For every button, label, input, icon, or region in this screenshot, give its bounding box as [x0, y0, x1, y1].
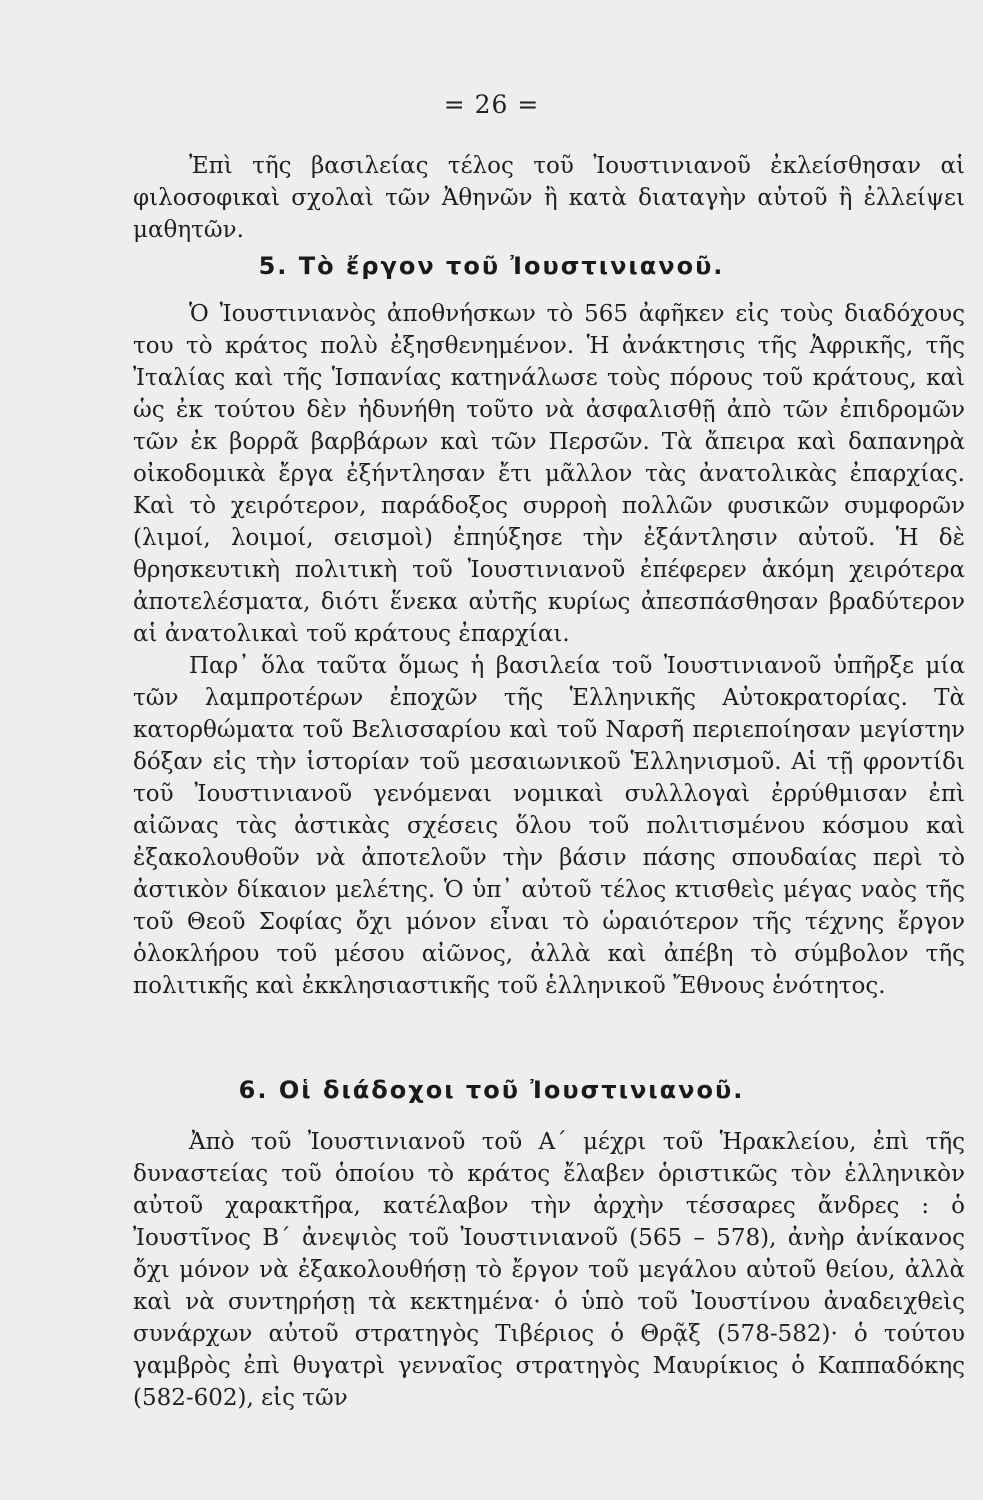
text-block-section-5 [133, 298, 965, 1002]
text-block-intro [133, 150, 965, 246]
paragraph-schools-closed: Ἐπὶ τῆς βασιλείας τέλος τοῦ Ἰουστινιανοῦ ἐκλείσθησαν αἱ φιλοσοφικαὶ σχολαὶ τῶν Ἀθηνῶν ἢ κατὰ διαταγὴν αὐτοῦ ἢ ἐλλείψει μαθητῶν. [133, 153, 965, 243]
page-number: = 26 = [443, 90, 540, 119]
section-heading-6: 6. Οἱ διάδοχοι τοῦ Ἰουστινιανοῦ. [238, 1076, 745, 1104]
text-block-section-6 [133, 1126, 965, 1414]
paragraph-weakened-state: Ὁ Ἰουστινιανὸς ἀποθνήσκων τὸ 565 ἀφῆκεν εἰς τοὺς διαδόχους του τὸ κράτος πολὺ ἐξησθενημένον. Ἡ ἀνάκτησις τῆς Ἀφρικῆς, τῆς Ἰταλίας καὶ τῆς Ἱσπανίας κατηνάλωσε τοὺς πόρους τοῦ κράτους, καὶ ὡς ἐκ τούτου δὲν ἠδυνήθη τοῦτο νὰ ἀσφαλισθῇ ἀπὸ τῶν ἐπιδρομῶν τῶν ἐκ βορρᾶ βαρβάρων καὶ τῶν Περσῶν. Τὰ ἄπειρα καὶ δαπανηρὰ οἰκοδομικὰ ἔργα ἐξήντλησαν ἔτι μᾶλλον τὰς ἀνατολικὰς ἐπαρχίας. Καὶ τὸ χειρότερον, παράδοξος συρροὴ πολλῶν φυσικῶν συμφορῶν (λιμοί, λοιμοί, σεισμοὶ) ἐπηύξησε τὴν ἐξάντλησιν αὐτοῦ. Ἡ δὲ θρησκευτικὴ πολιτικὴ τοῦ Ἰουστινιανοῦ ἐπέφερεν ἀκόμη χειρότερα ἀποτελέσματα, διότι ἕνεκα αὐτῆς κυρίως ἀπεσπάσθησαν βραδύτερον αἱ ἀνατολικαὶ τοῦ κράτους ἐπαρχίαι. [133, 301, 965, 647]
paragraph-successors: Ἀπὸ τοῦ Ἰουστινιανοῦ τοῦ Α´ μέχρι τοῦ Ἡρακλείου, ἐπὶ τῆς δυναστείας τοῦ ὁποίου τὸ κράτος ἔλαβεν ὁριστικῶς τὸν ἑλληνικὸν αὐτοῦ χαρακτῆρα, κατέλαβον τὴν ἀρχὴν τέσσαρες ἄνδρες : ὁ Ἰουστῖνος Β´ ἀνεψιὸς τοῦ Ἰουστινιανοῦ (565 – 578), ἀνὴρ ἀνίκανος ὄχι μόνον νὰ ἐξακολουθήσῃ τὸ ἔργον τοῦ μεγάλου αὐτοῦ θείου, ἀλλὰ καὶ νὰ συντηρήσῃ τὰ κεκτημένα· ὁ ὑπὸ τοῦ Ἰουστίνου ἀναδειχθεὶς συνάρχων αὐτοῦ στρατηγὸς Τιβέριος ὁ Θρᾷξ (578-582)· ὁ τούτου γαμβρὸς ἐπὶ θυγατρὶ γενναῖος στρατηγὸς Μαυρίκιος ὁ Καππαδόκης (582-602), εἰς τῶν [133, 1129, 965, 1411]
paragraph-glorious-reign: Παρ᾽ ὅλα ταῦτα ὅμως ἡ βασιλεία τοῦ Ἰουστινιανοῦ ὑπῆρξε μία τῶν λαμπροτέρων ἐποχῶν τῆς Ἑλληνικῆς Αὐτοκρατορίας. Τὰ κατορθώματα τοῦ Βελισσαρίου καὶ τοῦ Ναρσῆ περιεποίησαν μεγίστην δόξαν εἰς τὴν ἱστορίαν τοῦ μεσαιωνικοῦ Ἑλληνισμοῦ. Αἱ τῇ φροντίδι τοῦ Ἰουστινιανοῦ γενόμεναι νομικαὶ συλλλογαὶ ἐρρύθμισαν ἐπὶ αἰῶνας τὰς ἀστικὰς σχέσεις ὅλου τοῦ πολιτισμένου κόσμου καὶ ἐξακολουθοῦν νὰ ἀποτελοῦν τὴν βάσιν πάσης σπουδαίας περὶ τὸ ἀστικὸν δίκαιον μελέτης. Ὁ ὑπ᾽ αὐτοῦ τέλος κτισθεὶς μέγας ναὸς τῆς τοῦ Θεοῦ Σοφίας ὄχι μόνον εἶναι τὸ ὡραιότερον τῆς τέχνης ἔργον ὁλοκλήρου τοῦ μέσου αἰῶνος, ἀλλὰ καὶ ἀπέβη τὸ σύμβολον τῆς πολιτικῆς καὶ ἐκκλησιαστικῆς τοῦ ἑλληνικοῦ Ἔθνους ἑνότητος. [133, 653, 965, 999]
section-heading-5: 5. Τὸ ἔργον τοῦ Ἰουστινιανοῦ. [258, 252, 725, 280]
